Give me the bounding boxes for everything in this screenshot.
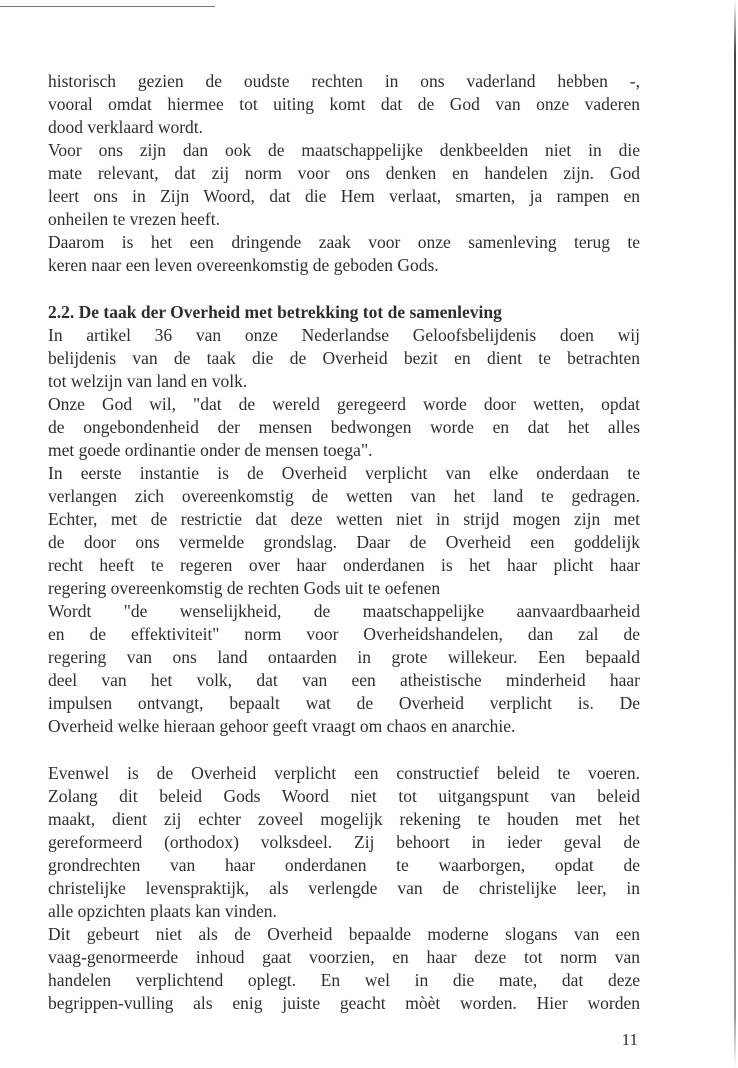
text-line: recht heeft te regeren over haar onderdanen is het haar plicht haar bbox=[48, 555, 640, 575]
text-line: mate relevant, dat zij norm voor ons denken en handelen zijn. God bbox=[48, 163, 640, 183]
text-line: Overheid welke hieraan gehoor geeft vraagt om chaos en anarchie. bbox=[48, 716, 516, 736]
text-line: Wordt "de wenselijkheid, de maatschappelijke aanvaardbaarheid bbox=[48, 601, 640, 621]
paragraph bbox=[48, 139, 640, 231]
text-line: Voor ons zijn dan ook de maatschappelijke denkbeelden niet in die bbox=[48, 140, 640, 160]
paragraph-gap bbox=[48, 738, 640, 762]
scan-edge-line bbox=[0, 6, 215, 7]
text-line: christelijke levenspraktijk, als verlengde van de christelijke leer, in bbox=[48, 878, 640, 898]
text-line: Zolang dit beleid Gods Woord niet tot uitgangspunt van beleid bbox=[48, 786, 640, 806]
paragraph bbox=[48, 462, 640, 600]
text-line: en de effektiviteit" norm voor Overheidshandelen, dan zal de bbox=[48, 624, 640, 644]
text-line: historisch gezien de oudste rechten in ons vaderland hebben -, bbox=[48, 71, 640, 91]
paragraph bbox=[48, 70, 640, 139]
text-line: Echter, met de restrictie dat deze wetten niet in strijd mogen zijn met bbox=[48, 509, 640, 529]
paragraph bbox=[48, 600, 640, 738]
section-heading bbox=[48, 301, 640, 324]
text-line: maakt, dient zij echter zoveel mogelijk rekening te houden met het bbox=[48, 809, 640, 829]
text-line: begrippen-vulling als enig juiste geacht mòèt worden. Hier worden bbox=[48, 993, 640, 1013]
page-binding-edge bbox=[734, 0, 736, 1068]
paragraph bbox=[48, 393, 640, 462]
paragraph bbox=[48, 324, 640, 393]
text-line: 2.2. De taak der Overheid met betrekking tot de samenleving bbox=[48, 302, 502, 322]
text-line: onheilen te vrezen heeft. bbox=[48, 209, 220, 229]
text-line: belijdenis van de taak die de Overheid bezit en dient te betrachten bbox=[48, 348, 640, 368]
paragraph-gap bbox=[48, 277, 640, 301]
paragraph bbox=[48, 762, 640, 923]
text-line: vooral omdat hiermee tot uiting komt dat de God van onze vaderen bbox=[48, 94, 640, 114]
text-line: gereformeerd (orthodox) volksdeel. Zij behoort in ieder geval de bbox=[48, 832, 640, 852]
text-line: vaag-genormeerde inhoud gaat voorzien, en haar deze tot norm van bbox=[48, 947, 640, 967]
text-line: deel van het volk, dat van een atheistische minderheid haar bbox=[48, 670, 640, 690]
text-line: Onze God wil, "dat de wereld geregeerd worde door wetten, opdat bbox=[48, 394, 640, 414]
text-line: Evenwel is de Overheid verplicht een constructief beleid te voeren. bbox=[48, 763, 640, 783]
text-line: impulsen ontvangt, bepaalt wat de Overheid verplicht is. De bbox=[48, 693, 640, 713]
text-line: de door ons vermelde grondslag. Daar de Overheid een goddelijk bbox=[48, 532, 640, 552]
text-line: handelen verplichtend oplegt. En wel in die mate, dat deze bbox=[48, 970, 640, 990]
text-line: In artikel 36 van onze Nederlandse Geloofsbelijdenis doen wij bbox=[48, 325, 640, 345]
text-line: Dit gebeurt niet als de Overheid bepaalde moderne slogans van een bbox=[48, 924, 640, 944]
text-line: alle opzichten plaats kan vinden. bbox=[48, 901, 277, 921]
text-line: Daarom is het een dringende zaak voor onze samenleving terug te bbox=[48, 232, 640, 252]
text-line: tot welzijn van land en volk. bbox=[48, 371, 248, 391]
text-line: keren naar een leven overeenkomstig de geboden Gods. bbox=[48, 255, 439, 275]
text-line: verlangen zich overeenkomstig de wetten van het land te gedragen. bbox=[48, 486, 640, 506]
text-line: grondrechten van haar onderdanen te waarborgen, opdat de bbox=[48, 855, 640, 875]
text-line: In eerste instantie is de Overheid verplicht van elke onderdaan te bbox=[48, 463, 640, 483]
paragraph bbox=[48, 923, 640, 1015]
text-line: regering overeenkomstig de rechten Gods uit te oefenen bbox=[48, 578, 441, 598]
text-line: dood verklaard wordt. bbox=[48, 117, 204, 137]
page-number: 11 bbox=[621, 1030, 638, 1049]
text-line: regering van ons land ontaarden in grote willekeur. Een bepaald bbox=[48, 647, 640, 667]
text-line: leert ons in Zijn Woord, dat die Hem verlaat, smarten, ja rampen en bbox=[48, 186, 640, 206]
page-body bbox=[48, 70, 640, 1015]
paragraph bbox=[48, 231, 640, 277]
text-line: met goede ordinantie onder de mensen toega". bbox=[48, 440, 373, 460]
text-line: de ongebondenheid der mensen bedwongen worde en dat het alles bbox=[48, 417, 640, 437]
